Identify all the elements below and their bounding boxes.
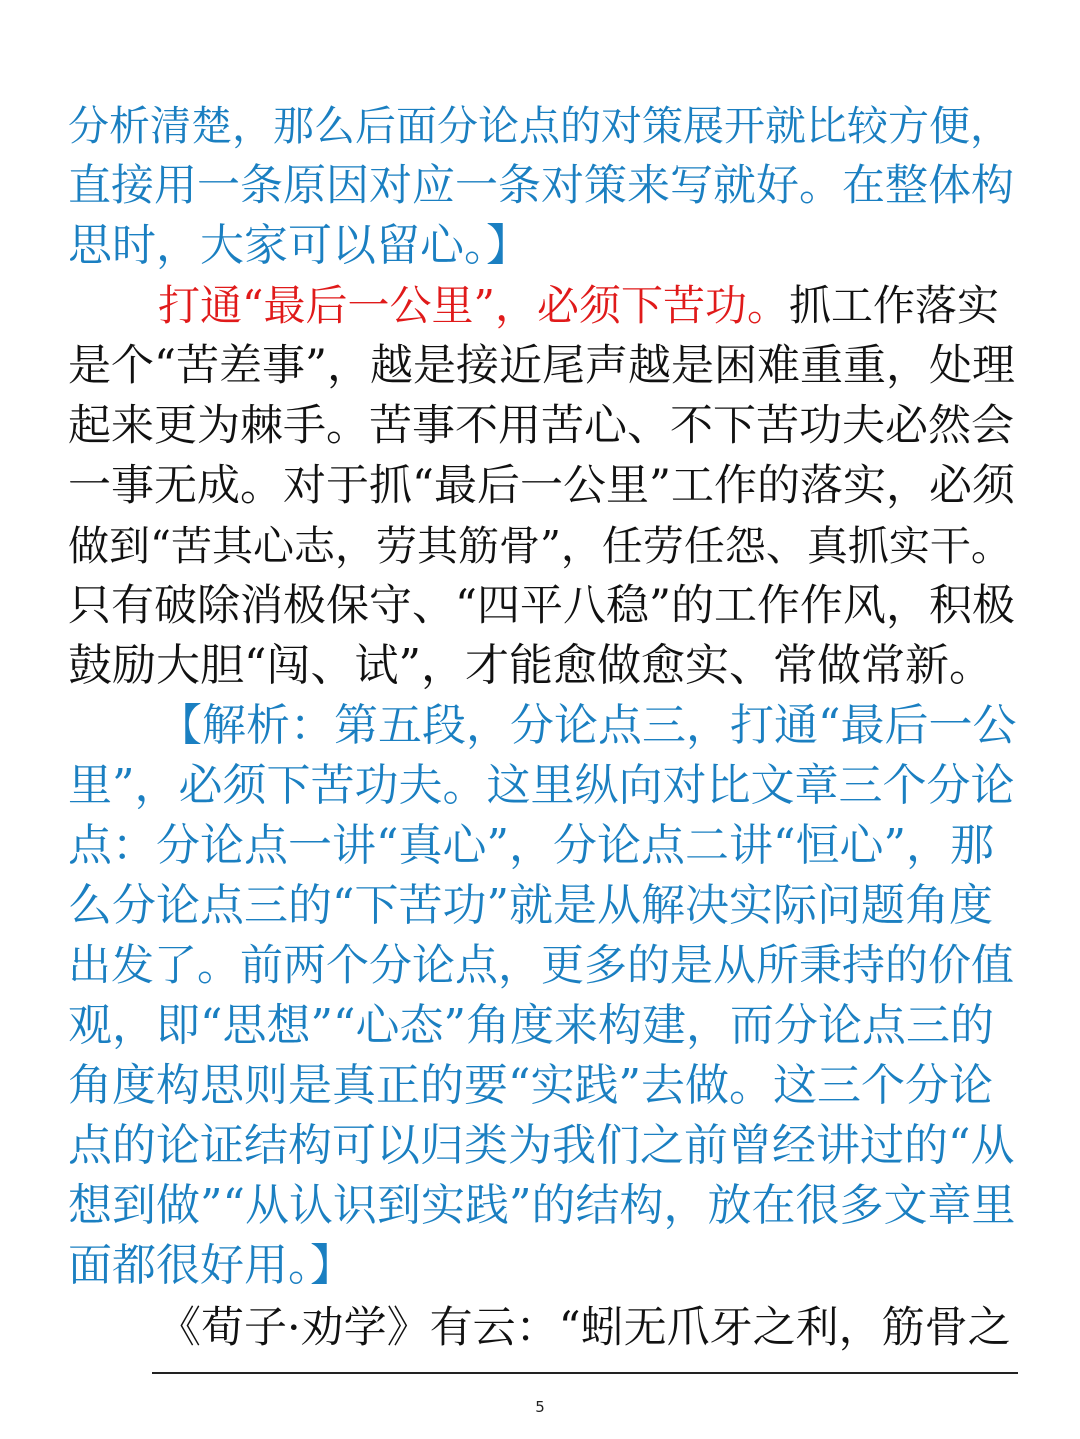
line-text: 想到做”“从认识到实践”的结构，放在很多文章里: [68, 1180, 1016, 1231]
text-line: [68, 454, 1018, 518]
line-text: 思时，大家可以留心。】: [68, 220, 530, 271]
paragraph-heading-line: [158, 274, 1018, 338]
text-line: [68, 1234, 1018, 1298]
line-text: 出发了。前两个分论点，更多的是从所秉持的价值: [68, 941, 1014, 991]
text-line: [68, 214, 1018, 278]
line-text: 一事无成。对于抓“最后一公里”工作的落实，必须: [68, 461, 1015, 511]
line-text: 起来更为棘手。苦事不用苦心、不下苦功夫必然会: [68, 401, 1014, 451]
text-line: [68, 1114, 1018, 1178]
text-line: [68, 634, 1018, 698]
text-line: [68, 1174, 1018, 1238]
line-text: 观，即“思想”“心态”角度来构建，而分论点三的: [68, 1000, 994, 1051]
text-line: [68, 394, 1018, 458]
line-text: 里”，必须下苦功夫。这里纵向对比文章三个分论: [68, 760, 1015, 811]
text-line: [68, 154, 1018, 218]
text-line: [68, 814, 1018, 878]
text-line: [68, 754, 1018, 818]
text-line: [68, 934, 1018, 998]
footer-rule: [152, 1372, 1018, 1374]
text-line: [68, 334, 1018, 398]
text-line: [68, 574, 1018, 638]
line-text: 只有破除消极保守、“四平八稳”的工作作风，积极: [68, 581, 1015, 631]
line-text: 么分论点三的“下苦功”就是从解决实际问题角度: [68, 880, 993, 931]
text-line: [68, 94, 1018, 158]
text-line: [68, 514, 1018, 578]
line-text: 点的论证结构可以归类为我们之前曾经讲过的“从: [68, 1120, 1015, 1171]
text-line: [68, 874, 1018, 938]
analysis-start-line: [158, 694, 1018, 758]
line-text: 分析清楚，那么后面分论点的对策展开就比较方便，: [68, 102, 1011, 150]
text-line: [68, 994, 1018, 1058]
text-line: [68, 1054, 1018, 1118]
subpoint-heading: 打通“最后一公里”，必须下苦功。: [158, 281, 789, 330]
line-text: 做到“苦其心志，劳其筋骨”，任劳任怨、真抓实干。: [68, 522, 1012, 570]
line-text: 是个“苦差事”，越是接近尾声越是困难重重，处理: [68, 341, 1015, 391]
line-text: 《荀子·劝学》有云：“蚓无爪牙之利，筋骨之: [158, 1303, 1011, 1353]
line-text: 鼓励大胆“闯、试”，才能愈做愈实、常做常新。: [68, 640, 993, 691]
line-text: 抓工作落实: [788, 281, 999, 330]
line-text: 角度构思则是真正的要“实践”去做。这三个分论: [68, 1060, 993, 1111]
line-text: 直接用一条原因对应一条对策来写就好。在整体构: [68, 161, 1014, 211]
page-number: 5: [535, 1398, 545, 1416]
line-text: 点：分论点一讲“真心”，分论点二讲“恒心”，那: [68, 820, 994, 871]
quote-start-line: [158, 1296, 1018, 1360]
line-text: 【解析：第五段，分论点三，打通“最后一公: [158, 700, 1017, 751]
line-text: 面都很好用。】: [68, 1240, 354, 1291]
